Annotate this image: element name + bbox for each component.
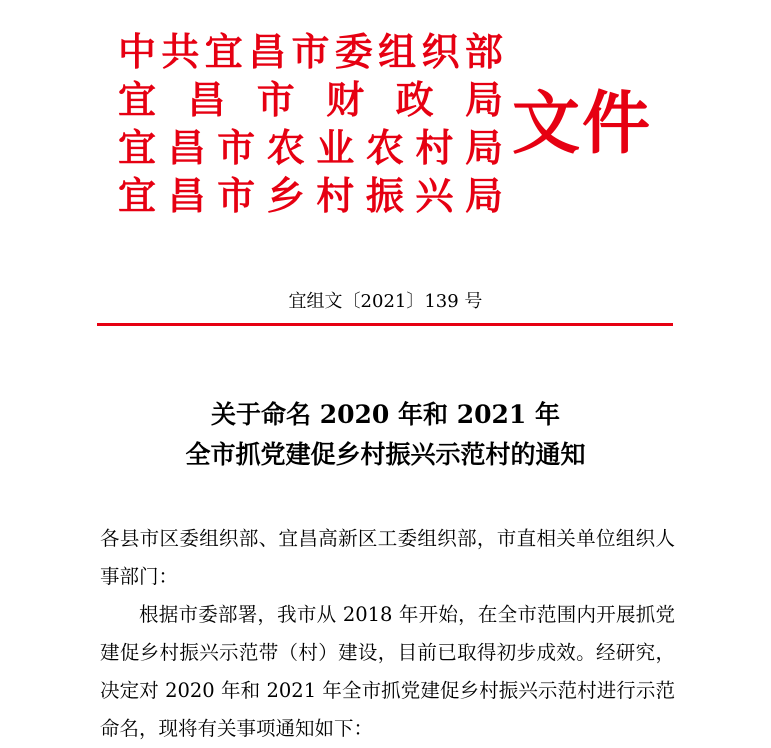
red-divider-line	[97, 323, 673, 326]
issuer-line: 中 共 宜 昌 市 委 组 织 部	[118, 29, 503, 74]
document-number: 宜组文〔2021〕139 号	[288, 291, 483, 312]
issuer-line: 宜 昌 市 乡 村 振 兴 局	[118, 173, 503, 218]
issuer-line: 宜 昌 市 财 政 局	[118, 77, 503, 122]
issuing-authorities	[118, 28, 503, 220]
document-type-label: 文件	[512, 84, 653, 164]
addressee-paragraph: 各县市区委组织部、宜昌高新区工委组织部，市直相关单位组织人事部门：	[100, 527, 675, 588]
body-paragraph-1: 根据市委部署，我市从 2018 年开始，在全市范围内开展抓党建促乡村振兴示范带（村）建设，目前已取得初步成效。经研究，决定对 2020 年和 2021 年全市抓党建促乡村振兴示范村进行示范命名，现将有关事项通知如下：	[100, 603, 675, 740]
document-body	[100, 520, 675, 748]
title-line-1: 关于命名 2020 年和 2021 年	[211, 400, 560, 429]
issuer-line: 宜 昌 市 农 业 农 村 局	[118, 125, 503, 170]
title-line-2: 全市抓党建促乡村振兴示范村的通知	[185, 440, 586, 469]
document-title	[0, 395, 771, 475]
